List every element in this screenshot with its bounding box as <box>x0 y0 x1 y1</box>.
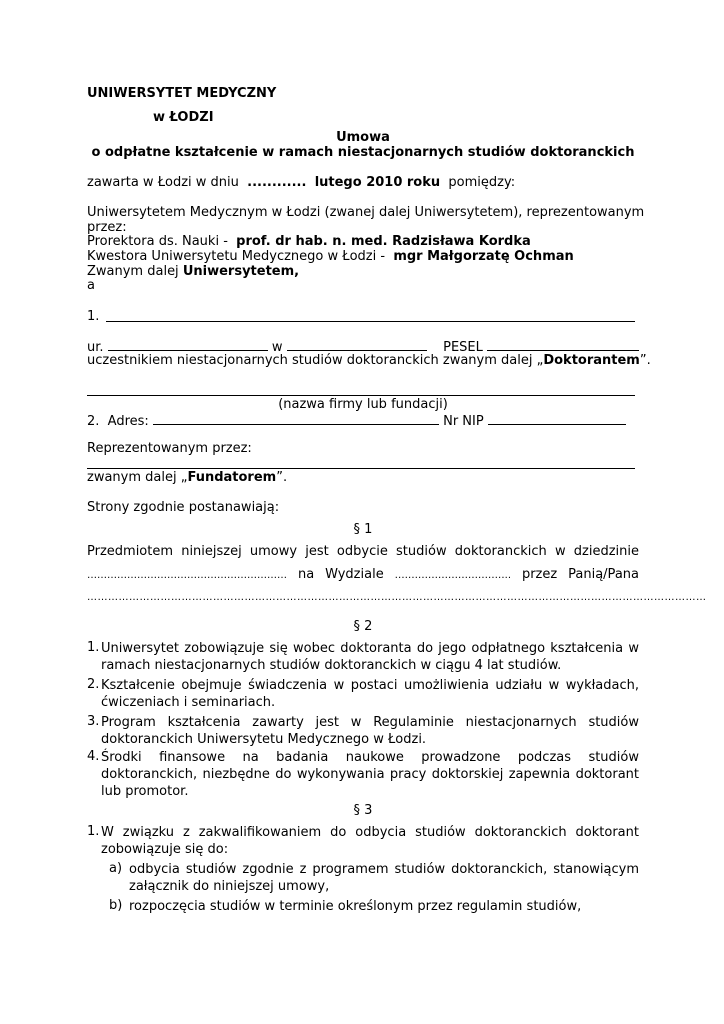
contract-date-line <box>87 175 515 190</box>
participant-line <box>87 353 651 368</box>
party3-number: 2. <box>87 414 100 429</box>
section2-item-text: Program kształcenia zawarty jest w Regulaminie niestacjonarnych studiów doktoranckich Uniwersytetu Medycznego w Łodzi. <box>101 715 639 747</box>
subitem-letter: a) <box>109 861 123 876</box>
prorector-label: Prorektora ds. Nauki - <box>87 234 228 249</box>
participant-suffix: ”. <box>639 353 651 368</box>
party1-called-name: Uniwersytetem, <box>182 264 300 279</box>
address-line <box>87 412 626 429</box>
party1-called-prefix: Zwanym dalej <box>87 264 179 279</box>
contract-title: Umowa <box>336 130 390 145</box>
subitem-text: rozpoczęcia studiów w terminie określonym przez regulamin studiów, <box>129 899 582 914</box>
by-label: przez Panią/Pana <box>521 567 639 582</box>
bursar-line <box>87 249 574 264</box>
section2-item-number: 4. <box>87 749 100 764</box>
sponsor-called-line <box>87 470 287 485</box>
section3-item-number: 1. <box>87 824 100 839</box>
contract-subtitle: o odpłatne kształcenie w ramach niestacjonarnych studiów doktoranckich <box>91 145 635 160</box>
section1-line2 <box>87 567 639 583</box>
bursar-name: mgr Małgorzatę Ochman <box>393 249 574 264</box>
section1-title: § 1 <box>353 522 373 537</box>
section2-item-text: Uniwersytet zobowiązuje się wobec doktoranta do jego odpłatnego kształcenia w ramach niestacjonarnych studiów doktoranckich w ciągu 4 lat studiów. <box>101 641 639 673</box>
representative-line <box>87 468 635 469</box>
prorector-name: prof. dr hab. n. med. Radzisława Kordka <box>236 234 531 249</box>
represented-by: Reprezentowanym przez: <box>87 441 252 456</box>
address-label: Adres: <box>107 414 149 429</box>
field-dots: …………………………………………………… <box>87 570 287 581</box>
section2-item-number: 1. <box>87 640 100 655</box>
bursar-label: Kwestora Uniwersytetu Medycznego w Łodzi - <box>87 249 386 264</box>
subitem-letter: b) <box>109 898 123 913</box>
section2-item-number: 3. <box>87 714 100 729</box>
born-label: ur. <box>87 340 104 355</box>
faculty-dots: …………………………….. <box>394 570 511 581</box>
birth-place-blank <box>287 338 427 351</box>
participant-name: Doktorantem <box>543 353 640 368</box>
address-blank <box>153 412 439 425</box>
concluded-prefix: zawarta w Łodzi w dniu <box>87 175 239 190</box>
participant-prefix: uczestnikiem niestacjonarnych studiów doktoranckich zwanym dalej „ <box>87 353 544 368</box>
section1-line1: Przedmiotem niniejszej umowy jest odbycie studiów doktoranckich w dziedzinie <box>87 544 639 559</box>
in-label: w <box>271 340 283 355</box>
sponsor-called-prefix: zwanym dalej „ <box>87 470 188 485</box>
nip-blank <box>488 412 626 425</box>
agreement-line: Strony zgodnie postanawiają: <box>87 500 280 515</box>
pesel-blank <box>487 338 639 351</box>
section2-title: § 2 <box>353 619 373 634</box>
party1-line1: Uniwersytetem Medycznym w Łodzi (zwanej dalej Uniwersytetem), reprezentowanym <box>87 205 645 220</box>
university-city: w ŁODZI <box>153 110 214 125</box>
sponsor-called-name: Fundatorem <box>187 470 277 485</box>
prorector-line <box>87 234 531 249</box>
concluded-suffix: pomiędzy: <box>448 175 516 190</box>
party2-number: 1. <box>87 309 100 324</box>
section2-item-text: Środki finansowe na badania naukowe prowadzone podczas studiów doktoranckich, niezbędne do wykonywania pracy doktorskiej zapewnia doktorant lub promotor. <box>101 750 639 799</box>
name-dots-line: …………………………………………………………………………………………………………………………………………………………… <box>87 592 707 603</box>
section3-item-text: W związku z zakwalifikowaniem do odbycia studiów doktoranckich doktorant zobowiązuje się do: <box>101 825 639 857</box>
pesel-label: PESEL <box>443 340 483 355</box>
sponsor-called-suffix: ”. <box>276 470 288 485</box>
and-word: a <box>87 278 95 293</box>
section2-item-number: 2. <box>87 677 100 692</box>
section2-item-text: Kształcenie obejmuje świadczenia w postaci umożliwienia udziału w wykładach, ćwiczeniach i seminariach. <box>101 678 639 710</box>
university-name: UNIWERSYTET MEDYCZNY <box>87 86 277 101</box>
faculty-label: na Wydziale <box>297 567 384 582</box>
section3-title: § 3 <box>353 803 373 818</box>
party2-name-line <box>106 321 635 322</box>
birth-date-blank <box>108 338 268 351</box>
subitem-text: odbycia studiów zgodnie z programem studiów doktoranckich, stanowiącym załącznik do niniejszej umowy, <box>129 862 639 894</box>
party1-called-line <box>87 264 299 279</box>
nip-label: Nr NIP <box>443 414 484 429</box>
date-dots: ............ <box>247 175 307 190</box>
company-name-line <box>87 395 635 396</box>
company-caption: (nazwa firmy lub fundacji) <box>278 397 448 412</box>
party1-line2: przez: <box>87 220 127 235</box>
date-text: lutego 2010 roku <box>314 175 441 190</box>
